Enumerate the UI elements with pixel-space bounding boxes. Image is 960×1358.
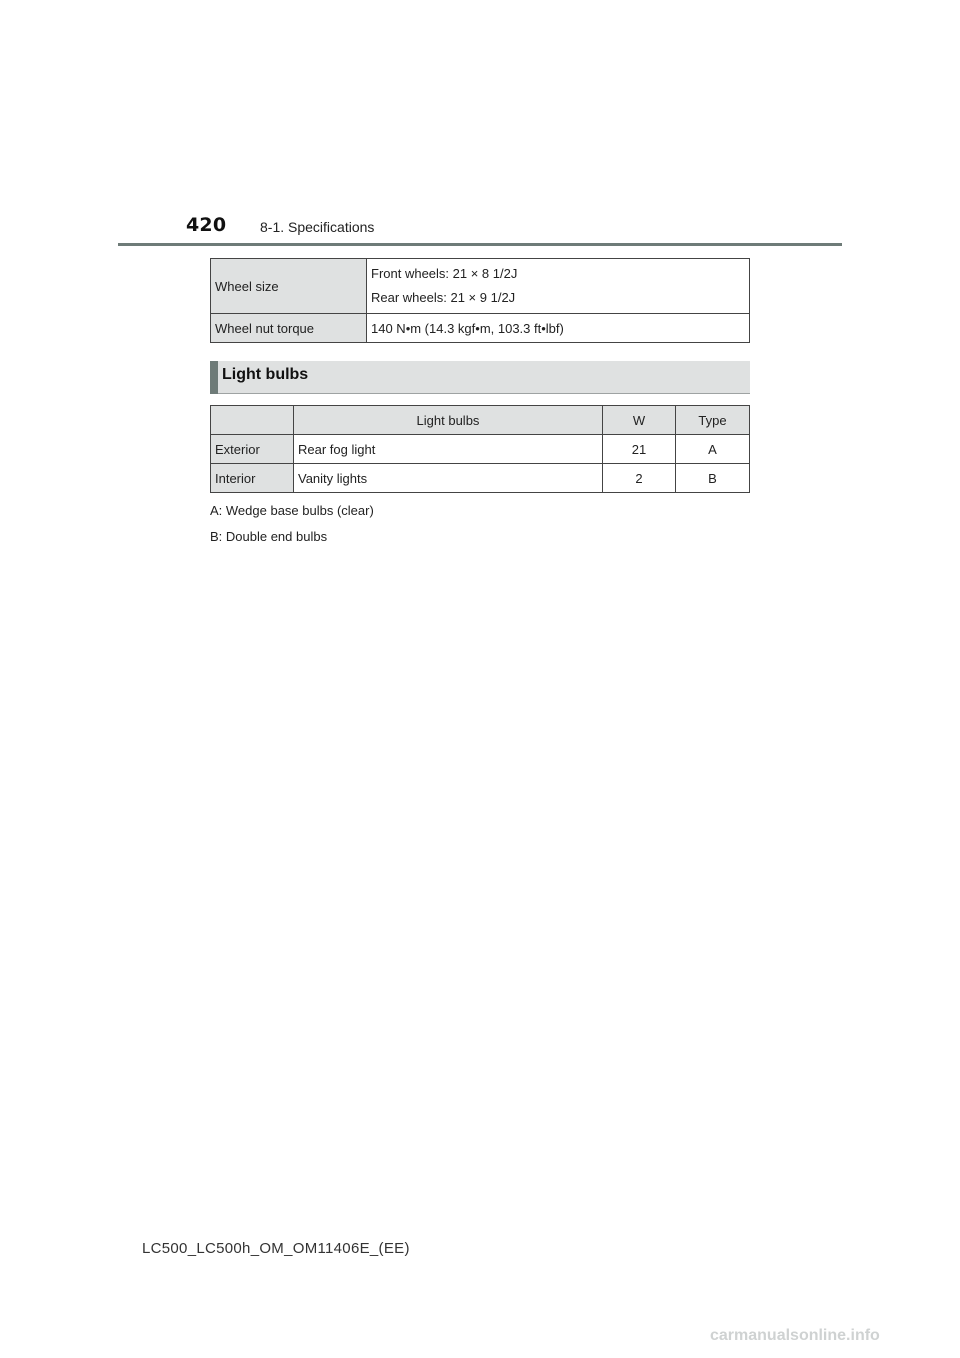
rear-wheel-size: Rear wheels: 21 × 9 1/2J [371, 290, 516, 305]
row-watt: 2 [603, 464, 676, 493]
row-watt: 21 [603, 435, 676, 464]
heading-accent-bar [210, 361, 218, 394]
section-title: 8-1. Specifications [260, 219, 375, 235]
row-type: A [676, 435, 750, 464]
column-header-watt: W [603, 406, 676, 435]
light-bulbs-heading: Light bulbs [222, 366, 309, 383]
document-id: LC500_LC500h_OM_OM11406E_(EE) [142, 1240, 410, 1257]
table-row [211, 464, 750, 493]
wheel-spec-table [210, 258, 750, 343]
light-bulbs-table [210, 405, 750, 493]
table-row [211, 259, 750, 314]
wheel-size-label: Wheel size [211, 259, 367, 314]
page-number: 420 [186, 214, 227, 236]
table-header-row [211, 406, 750, 435]
note-type-b: B: Double end bulbs [210, 529, 328, 544]
row-type: B [676, 464, 750, 493]
wheel-size-value [367, 259, 750, 314]
row-bulb-name: Vanity lights [294, 464, 603, 493]
front-wheel-size: Front wheels: 21 × 8 1/2J [371, 266, 518, 281]
column-header-type: Type [676, 406, 750, 435]
row-location: Exterior [211, 435, 294, 464]
watermark: carmanualsonline.info [710, 1327, 880, 1344]
row-location: Interior [211, 464, 294, 493]
table-row [211, 314, 750, 343]
column-header-light-bulbs: Light bulbs [294, 406, 603, 435]
wheel-nut-torque-value: 140 N•m (14.3 kgf•m, 103.3 ft•lbf) [367, 314, 750, 343]
light-bulbs-heading-bar [210, 361, 750, 394]
header-rule [118, 243, 842, 246]
wheel-nut-torque-label: Wheel nut torque [211, 314, 367, 343]
table-row [211, 435, 750, 464]
note-type-a: A: Wedge base bulbs (clear) [210, 503, 374, 518]
column-header-location [211, 406, 294, 435]
row-bulb-name: Rear fog light [294, 435, 603, 464]
